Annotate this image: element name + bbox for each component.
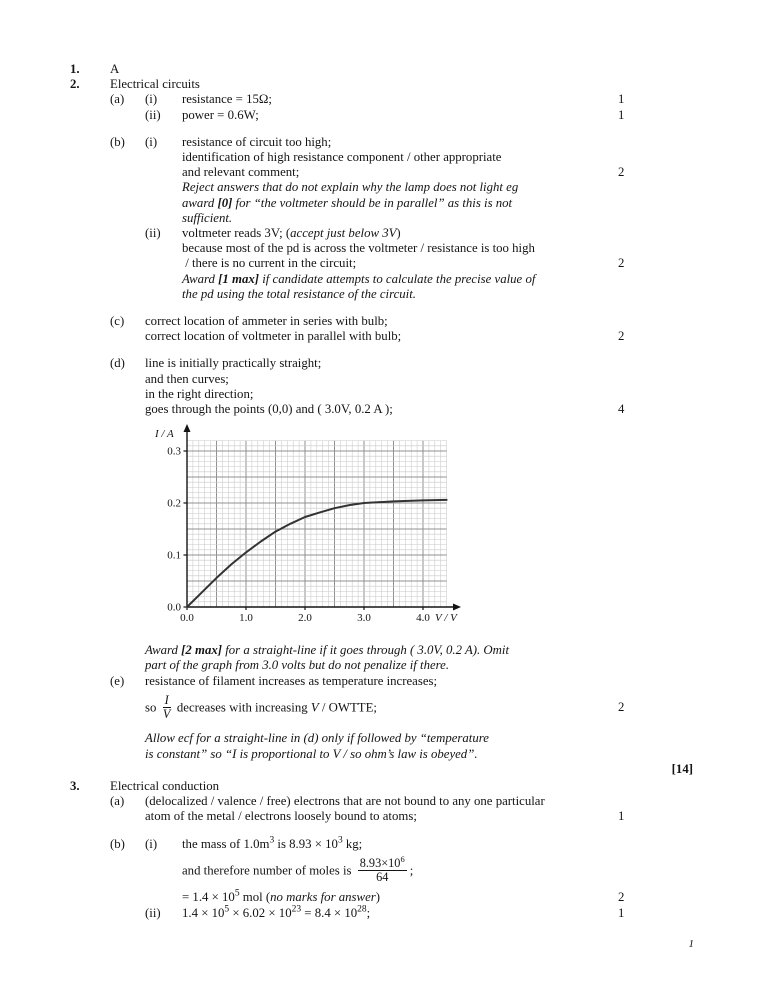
- text-segment: and relevant comment;: [182, 165, 300, 180]
- text-segment: is 8.93 × 10: [274, 836, 338, 851]
- text-segment: 23: [291, 904, 302, 915]
- subpart-label: (i): [145, 836, 158, 851]
- line-text: [145, 731, 618, 746]
- text-segment: in the right direction;: [145, 386, 254, 401]
- text-segment: 6: [400, 853, 405, 864]
- text-segment: correct location of voltmeter in parallel with bulb;: [145, 329, 402, 344]
- text-segment: (delocalized / valence / free) electrons that are not bound to any one particular: [145, 794, 545, 809]
- line-text: [110, 779, 618, 794]
- y-tick-label: 0.1: [167, 549, 181, 562]
- line-text: [110, 62, 618, 77]
- text-segment: Award: [182, 271, 219, 286]
- x-tick-label: 0.0: [180, 612, 194, 625]
- iv-graph-block: [153, 421, 768, 639]
- doc-line: [0, 762, 768, 777]
- document-content: [0, 62, 768, 921]
- marks: 2: [618, 256, 625, 271]
- doc-line: [0, 150, 768, 165]
- text-segment: = 8.4 × 10: [301, 905, 358, 920]
- line-text: [145, 809, 618, 824]
- text-segment: Reject answers that do not explain why the lamp does not light eg: [182, 180, 519, 195]
- y-tick-label: 0.0: [167, 601, 181, 614]
- doc-line: [0, 226, 768, 241]
- doc-line: [0, 314, 768, 329]
- text-segment: Electrical conduction: [110, 779, 220, 794]
- doc-line: [0, 287, 768, 302]
- text-segment: 64: [376, 870, 389, 885]
- line-text: [145, 694, 618, 722]
- y-tick-label: 0.3: [167, 445, 181, 458]
- text-segment: 28: [357, 904, 367, 915]
- text-segment: resistance = 15Ω;: [182, 92, 272, 107]
- text-segment: part of the graph from 3.0 volts but do not penalize if there.: [145, 658, 450, 673]
- line-text: [182, 837, 618, 852]
- text-segment: × 6.02 × 10: [229, 905, 292, 920]
- fraction-denominator: [358, 871, 407, 884]
- marks: 1: [618, 809, 625, 824]
- text-segment: Allow ecf for a straight-line in (d) only if followed by “temperature: [145, 731, 489, 746]
- subpart-label: (ii): [145, 226, 161, 241]
- text-segment: and then curves;: [145, 371, 229, 386]
- text-segment: [2 max]: [181, 643, 223, 658]
- spacer: [0, 344, 768, 356]
- text-segment: 5: [224, 904, 230, 915]
- line-text: [182, 211, 618, 226]
- doc-line: [0, 779, 768, 794]
- question-number: 2.: [70, 77, 80, 92]
- marks: 2: [618, 165, 625, 180]
- doc-line: [0, 387, 768, 402]
- doc-line: [0, 689, 768, 728]
- text-segment: ): [375, 890, 381, 905]
- doc-line: [0, 794, 768, 809]
- x-axis-arrow: [453, 604, 461, 611]
- doc-line: [0, 196, 768, 211]
- text-segment: power = 0.6W;: [182, 107, 259, 122]
- doc-line: [0, 62, 768, 77]
- doc-line: [0, 241, 768, 256]
- spacer: [0, 825, 768, 837]
- doc-line: [0, 272, 768, 287]
- y-axis-arrow: [184, 424, 191, 432]
- marks: 1: [618, 107, 625, 122]
- doc-line: [0, 356, 768, 371]
- doc-line: [0, 658, 768, 673]
- subpart-label: (ii): [145, 107, 161, 122]
- text-segment: mol (: [239, 890, 271, 905]
- text-segment: line is initially practically straight;: [145, 356, 322, 371]
- doc-line: [0, 211, 768, 226]
- line-text: [182, 108, 618, 123]
- text-segment: I: [164, 692, 169, 707]
- text-segment: ;: [409, 863, 414, 878]
- text-segment: kg;: [342, 836, 363, 851]
- text-segment: voltmeter reads 3V; (: [182, 226, 291, 241]
- fraction-numerator: [163, 694, 171, 708]
- line-text: [182, 92, 618, 107]
- text-segment: identification of high resistance component / other appropriate: [182, 150, 502, 165]
- fraction: [358, 853, 407, 885]
- text-segment: 8.93×10: [359, 855, 401, 870]
- text-segment: / OWTTE;: [318, 700, 377, 715]
- text-segment: accept just below 3V: [290, 226, 397, 241]
- y-axis-label: I / A: [155, 428, 174, 441]
- text-segment: so: [145, 700, 160, 715]
- line-text: [182, 180, 618, 195]
- line-text: [182, 226, 618, 241]
- text-segment: / there is no current in the circuit;: [182, 256, 357, 271]
- part-label: (c): [110, 314, 125, 329]
- text-segment: the pd using the total resistance of the circuit.: [182, 286, 416, 301]
- x-tick-label: 2.0: [298, 612, 312, 625]
- x-axis-label: V / V: [435, 612, 457, 625]
- doc-line: [0, 329, 768, 344]
- doc-line: [0, 165, 768, 180]
- doc-line: [0, 852, 768, 891]
- line-text: [182, 135, 618, 150]
- spacer: [0, 302, 768, 314]
- fraction: [163, 694, 171, 722]
- text-segment: if candidate attempts to calculate the precise value of: [259, 271, 536, 286]
- doc-line: [0, 809, 768, 824]
- marks: 2: [618, 700, 625, 715]
- text-segment: 5: [234, 889, 240, 900]
- line-text: [182, 890, 618, 905]
- doc-line: [0, 643, 768, 658]
- line-text: [182, 287, 618, 302]
- x-tick-label: 3.0: [357, 612, 371, 625]
- line-text: [145, 658, 618, 673]
- line-text: [110, 77, 618, 92]
- subpart-label: (i): [145, 92, 158, 107]
- line-text: [182, 906, 618, 921]
- part-label: (b): [110, 836, 125, 851]
- marks: 1: [618, 92, 625, 107]
- doc-line: [0, 906, 768, 921]
- fraction-numerator: [358, 853, 407, 871]
- marks: 4: [618, 402, 625, 417]
- part-label: (d): [110, 356, 125, 371]
- line-text: [182, 196, 618, 211]
- total-marks: [14]: [671, 761, 693, 776]
- line-text: [182, 853, 618, 885]
- text-segment: correct location of ammeter in series with bulb;: [145, 314, 388, 329]
- text-segment: for “the voltmeter should be in parallel” as this is not: [232, 195, 513, 210]
- text-segment: 1.4 × 10: [182, 905, 225, 920]
- text-segment: is constant” so “I is proportional to V / so ohm’s law is obeyed”.: [145, 746, 478, 761]
- marks: 2: [618, 329, 625, 344]
- line-text: [182, 272, 618, 287]
- text-segment: because most of the pd is across the voltmeter / resistance is too high: [182, 241, 535, 256]
- text-segment: [1 max]: [218, 271, 260, 286]
- text-segment: 3: [337, 835, 343, 846]
- line-text: [145, 387, 618, 402]
- page-number: 1: [688, 938, 694, 950]
- text-segment: A: [110, 62, 120, 76]
- doc-line: [0, 135, 768, 150]
- text-segment: = 1.4 × 10: [182, 890, 235, 905]
- line-text: [145, 747, 618, 762]
- question-number: 3.: [70, 779, 80, 794]
- text-segment: Award: [145, 643, 182, 658]
- doc-line: [0, 890, 768, 905]
- y-tick-label: 0.2: [167, 497, 181, 510]
- doc-line: [0, 108, 768, 123]
- text-segment: goes through the points (0,0) and ( 3.0V, 0.2 A );: [145, 402, 393, 417]
- line-text: [145, 372, 618, 387]
- line-text: [145, 329, 618, 344]
- text-segment: the mass of 1.0m: [182, 836, 270, 851]
- line-text: [182, 150, 618, 165]
- text-segment: atom of the metal / electrons loosely bound to atoms;: [145, 809, 417, 824]
- spacer: [0, 123, 768, 135]
- text-segment: V: [162, 707, 171, 722]
- part-label: (b): [110, 134, 125, 149]
- text-segment: V: [310, 700, 319, 715]
- text-segment: and therefore number of moles is: [182, 863, 355, 878]
- x-tick-label: 4.0: [416, 612, 430, 625]
- line-text: [182, 241, 618, 256]
- text-segment: award: [182, 195, 218, 210]
- text-segment: sufficient.: [182, 210, 233, 225]
- line-text: [145, 402, 618, 417]
- text-segment: [0]: [217, 195, 233, 210]
- doc-line: [0, 256, 768, 271]
- doc-line: [0, 92, 768, 107]
- fraction-denominator: [163, 708, 171, 721]
- text-segment: ): [396, 226, 401, 241]
- marks: 1: [618, 905, 625, 920]
- question-number: 1.: [70, 62, 80, 76]
- text-segment: Electrical circuits: [110, 77, 200, 92]
- x-tick-label: 1.0: [239, 612, 253, 625]
- subpart-label: (i): [145, 134, 158, 149]
- doc-line: [0, 372, 768, 387]
- doc-line: [0, 747, 768, 762]
- text-segment: no marks for answer: [270, 890, 376, 905]
- part-label: (e): [110, 673, 125, 688]
- text-segment: decreases with increasing: [173, 700, 311, 715]
- doc-line: [0, 402, 768, 417]
- line-text: [145, 794, 618, 809]
- doc-line: [0, 731, 768, 746]
- subpart-label: (ii): [145, 905, 161, 920]
- doc-line: [0, 77, 768, 92]
- marks: 2: [618, 890, 625, 905]
- text-segment: ;: [366, 905, 371, 920]
- line-text: [145, 643, 618, 658]
- text-segment: resistance of circuit too high;: [182, 134, 332, 149]
- part-label: (a): [110, 794, 125, 809]
- doc-line: [0, 180, 768, 195]
- text-segment: for a straight-line if it goes through ( 3.0V, 0.2 A). Omit: [222, 643, 510, 658]
- iv-characteristic-graph: [153, 421, 473, 635]
- text-segment: resistance of filament increases as temperature increases;: [145, 673, 438, 688]
- line-text: [182, 165, 618, 180]
- line-text: [145, 674, 618, 689]
- line-text: [182, 256, 618, 271]
- line-text: [145, 314, 618, 329]
- doc-line: [0, 837, 768, 852]
- part-label: (a): [110, 92, 125, 107]
- text-segment: 3: [269, 835, 275, 846]
- line-text: [145, 356, 618, 371]
- doc-line: [0, 674, 768, 689]
